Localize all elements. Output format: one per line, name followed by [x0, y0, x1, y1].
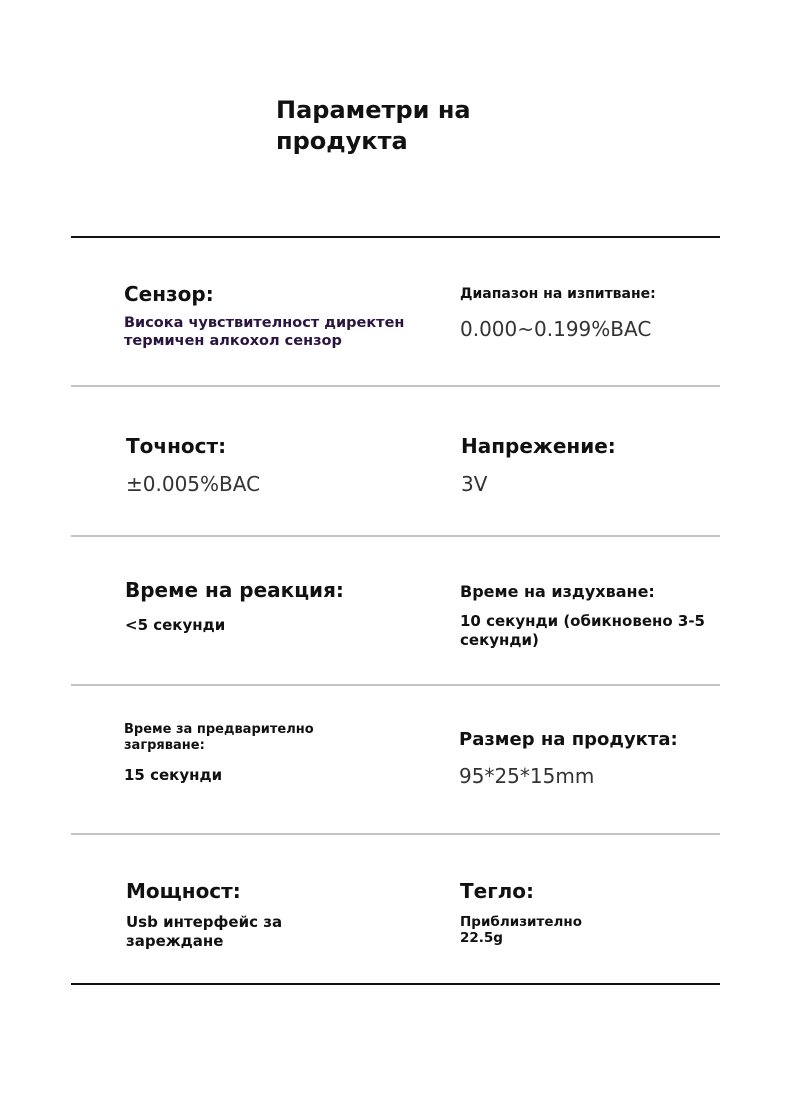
spec-label: Сензор:	[124, 282, 214, 306]
spec-sensor	[124, 282, 424, 350]
bottom-divider	[71, 983, 720, 985]
spec-value: Висока чувствителност директен термичен алкохол сензор	[124, 315, 405, 349]
spec-power	[126, 879, 346, 951]
row-divider	[71, 535, 720, 537]
spec-label: Тегло:	[460, 879, 535, 903]
spec-response-time	[125, 578, 395, 635]
spec-value: Приблизително 22.5g	[460, 914, 582, 946]
spec-value: 10 секунди (обикновено 3-5 секунди)	[460, 612, 705, 649]
spec-product-size	[459, 728, 729, 788]
page-title: Параметри на продукта	[276, 96, 471, 155]
top-divider	[71, 236, 720, 238]
spec-value: <5 секунди	[125, 616, 226, 634]
spec-accuracy	[126, 434, 396, 496]
spec-value: Usb интерфейс за зареждане	[126, 913, 283, 950]
spec-label: Време на реакция:	[125, 578, 344, 602]
spec-value: 15 секунди	[124, 766, 223, 784]
spec-label: Време на издухване:	[460, 582, 655, 601]
row-divider	[71, 385, 720, 387]
spec-label: Размер на продукта:	[459, 729, 678, 750]
spec-value: 3V	[461, 472, 488, 496]
spec-test-range	[460, 286, 730, 341]
spec-label: Мощност:	[126, 879, 241, 903]
spec-preheat-time	[124, 722, 364, 785]
spec-label: Време за предварително загряване:	[124, 722, 314, 753]
spec-weight	[460, 879, 610, 946]
spec-value: 0.000~0.199%BAC	[460, 317, 652, 341]
spec-label: Точност:	[126, 434, 227, 458]
row-divider	[71, 684, 720, 686]
spec-label: Напрежение:	[461, 434, 616, 458]
row-divider	[71, 833, 720, 835]
spec-voltage	[461, 434, 731, 496]
spec-value: ±0.005%BAC	[126, 472, 261, 496]
spec-blow-time	[460, 582, 720, 650]
spec-label: Диапазон на изпитване:	[460, 286, 656, 302]
spec-value: 95*25*15mm	[459, 764, 595, 788]
